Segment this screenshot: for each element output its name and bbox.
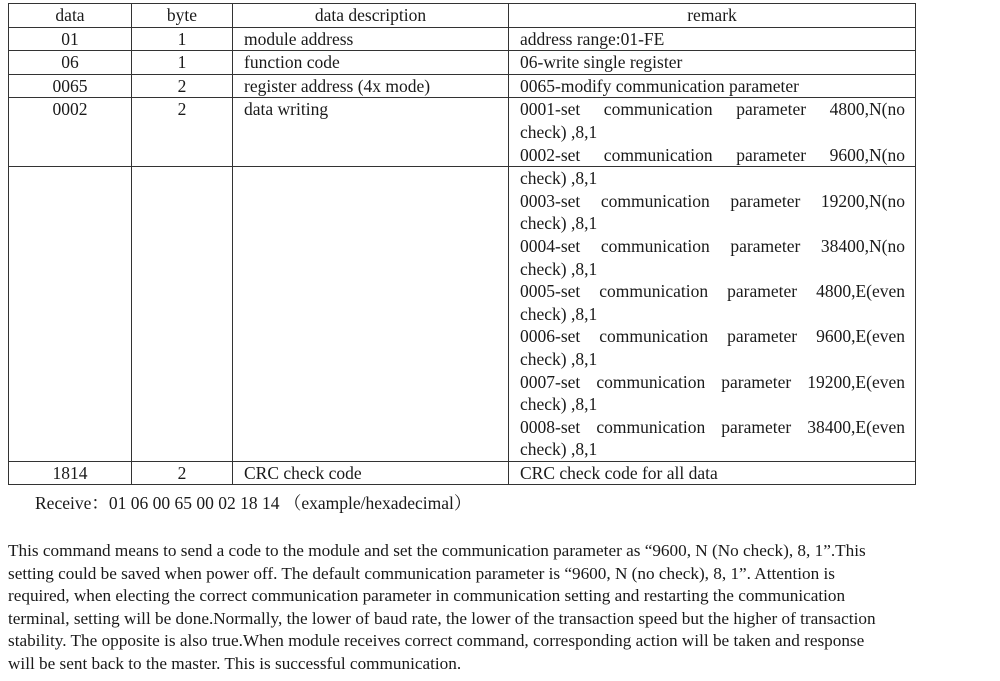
cell-description: data writing bbox=[233, 98, 509, 167]
cell-description: function code bbox=[233, 51, 509, 75]
remark-line: address range:01-FE bbox=[520, 28, 665, 49]
remark-line bbox=[520, 325, 905, 348]
remark-word: parameter bbox=[727, 281, 798, 302]
cell-description bbox=[233, 167, 509, 462]
cell-description: module address bbox=[233, 27, 509, 51]
remark-word: 9600,E(even bbox=[816, 326, 905, 347]
remark-line bbox=[520, 416, 905, 439]
paragraph-line: required, when electing the correct communication parameter in communication setting and restarting the communication bbox=[8, 586, 846, 606]
remark-line: check) ,8,1 bbox=[520, 348, 598, 369]
remark-line: check) ,8,1 bbox=[520, 394, 598, 415]
remark-word: 0006-set bbox=[520, 326, 581, 347]
table-row bbox=[9, 51, 916, 75]
cell-remark bbox=[509, 461, 916, 485]
table-row bbox=[9, 167, 916, 462]
remark-line: check) ,8,1 bbox=[520, 258, 598, 279]
cell-remark bbox=[509, 167, 916, 462]
remark-word: 19200,N(no bbox=[820, 190, 905, 211]
remark-line: CRC check code for all data bbox=[520, 462, 718, 483]
table-header-row bbox=[9, 4, 916, 28]
cell-data: 1814 bbox=[9, 461, 132, 485]
remark-line bbox=[520, 371, 905, 394]
cell-byte: 1 bbox=[132, 27, 233, 51]
remark-word: 0004-set bbox=[520, 235, 581, 256]
remark-line bbox=[520, 235, 905, 258]
paragraph-line: stability. The opposite is also true.When module receives correct command, corresponding action will be taken and response bbox=[8, 631, 865, 651]
cell-data: 06 bbox=[9, 51, 132, 75]
cell-byte bbox=[132, 167, 233, 462]
paragraph-line: setting could be saved when power off. The default communication parameter is “9600, N (no check), 8, 1”. Attention is bbox=[8, 563, 835, 583]
cell-data: 0002 bbox=[9, 98, 132, 167]
remark-line: check) ,8,1 bbox=[520, 303, 598, 324]
remark-line bbox=[520, 98, 905, 121]
remark-word: parameter bbox=[721, 371, 792, 392]
remark-word: 19200,E(even bbox=[807, 371, 905, 392]
remark-word: communication bbox=[603, 99, 713, 120]
cell-remark bbox=[509, 51, 916, 75]
remark-line: 06-write single register bbox=[520, 52, 683, 73]
table-row bbox=[9, 74, 916, 98]
remark-word: parameter bbox=[730, 190, 801, 211]
remark-line bbox=[520, 144, 905, 167]
remark-word: 4800,E(even bbox=[816, 281, 905, 302]
cell-remark bbox=[509, 74, 916, 98]
remark-line bbox=[520, 190, 905, 213]
cell-byte: 2 bbox=[132, 74, 233, 98]
remark-line: check) ,8,1 bbox=[520, 213, 598, 234]
remark-word: parameter bbox=[730, 235, 801, 256]
remark-word: parameter bbox=[727, 326, 798, 347]
remark-word: 0001-set bbox=[520, 99, 581, 120]
paragraph-line: will be sent back to the master. This is successful communication. bbox=[8, 653, 462, 673]
cell-data bbox=[9, 167, 132, 462]
remark-word: parameter bbox=[736, 144, 807, 165]
remark-word: 9600,N(no bbox=[829, 144, 905, 165]
header-remark: remark bbox=[509, 4, 916, 28]
paragraph-line: This command means to send a code to the module and set the communication parameter as “9600, N (No check), 8, 1”.This bbox=[8, 541, 866, 560]
remark-word: communication bbox=[603, 144, 713, 165]
remark-word: 0008-set bbox=[520, 416, 581, 437]
remark-word: 4800,N(no bbox=[829, 99, 905, 120]
description-paragraph bbox=[8, 540, 1000, 676]
cell-data: 0065 bbox=[9, 74, 132, 98]
header-data-description: data description bbox=[233, 4, 509, 28]
remark-word: 38400,N(no bbox=[820, 235, 905, 256]
table-row bbox=[9, 98, 916, 167]
cell-byte: 2 bbox=[132, 98, 233, 167]
remark-word: communication bbox=[599, 326, 709, 347]
remark-line: check) ,8,1 bbox=[520, 439, 598, 460]
remark-word: communication bbox=[600, 190, 710, 211]
cell-description: register address (4x mode) bbox=[233, 74, 509, 98]
remark-word: 0003-set bbox=[520, 190, 581, 211]
paragraph-line: terminal, setting will be done.Normally, the lower of baud rate, the lower of the transaction speed but the higher of transaction bbox=[8, 608, 876, 628]
header-data: data bbox=[9, 4, 132, 28]
table-row bbox=[9, 461, 916, 485]
remark-line: 0065-modify communication parameter bbox=[520, 75, 799, 96]
cell-remark bbox=[509, 27, 916, 51]
remark-word: parameter bbox=[736, 99, 807, 120]
remark-word: communication bbox=[600, 235, 710, 256]
protocol-table bbox=[8, 3, 916, 485]
remark-line: check) ,8,1 bbox=[520, 121, 598, 142]
remark-line: check) ,8,1 bbox=[520, 168, 598, 189]
remark-word: communication bbox=[596, 371, 706, 392]
cell-data: 01 bbox=[9, 27, 132, 51]
receive-example: Receive：01 06 00 65 00 02 18 14 （example/hexadecimal） bbox=[35, 493, 472, 513]
remark-word: parameter bbox=[721, 416, 792, 437]
remark-word: communication bbox=[599, 281, 709, 302]
cell-description: CRC check code bbox=[233, 461, 509, 485]
remark-word: 38400,E(even bbox=[807, 416, 905, 437]
cell-byte: 2 bbox=[132, 461, 233, 485]
remark-line bbox=[520, 280, 905, 303]
remark-word: 0002-set bbox=[520, 144, 581, 165]
remark-word: 0005-set bbox=[520, 281, 581, 302]
cell-remark bbox=[509, 98, 916, 167]
remark-word: 0007-set bbox=[520, 371, 581, 392]
cell-byte: 1 bbox=[132, 51, 233, 75]
table-row bbox=[9, 27, 916, 51]
remark-word: communication bbox=[596, 416, 706, 437]
header-byte: byte bbox=[132, 4, 233, 28]
